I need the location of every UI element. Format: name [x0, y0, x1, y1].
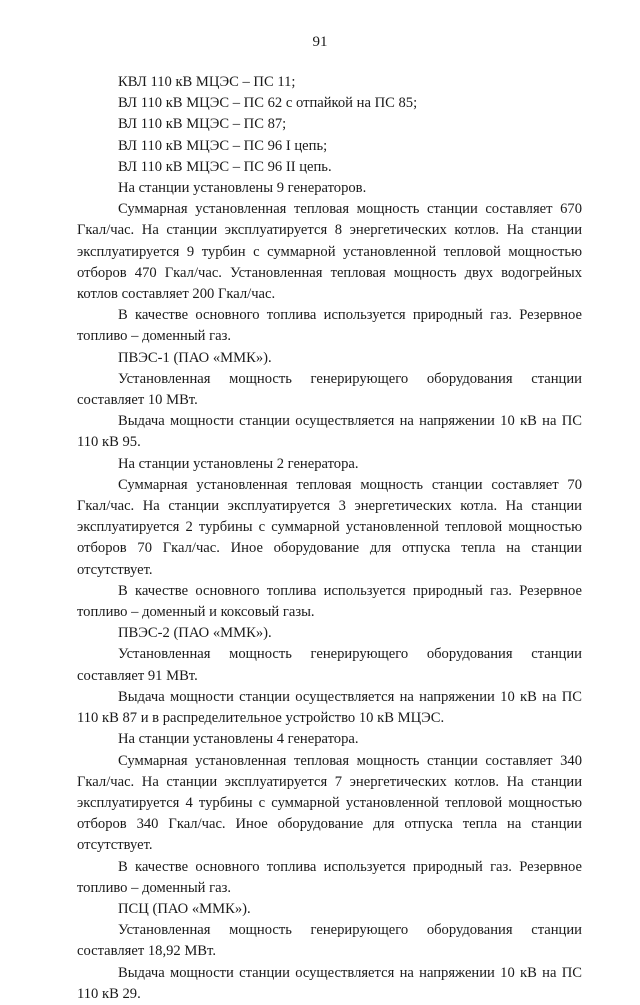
paragraph: В качестве основного топлива используется природный газ. Резервное топливо – доменный и коксовый газы.: [77, 582, 582, 621]
paragraph: В качестве основного топлива используется природный газ. Резервное топливо – доменный газ.: [77, 307, 582, 345]
paragraph: Суммарная установленная тепловая мощность станции составляет 70 Гкал/час. На станции эксплуатируется 3 энергетических котла. На станции эксплуатируется 2 турбины с суммарной установленной тепловой мощностью отборов 70 Гкал/час. Иное оборудование для отпуска тепла на станции отсутствует.: [77, 476, 582, 578]
paragraph: В качестве основного топлива используется природный газ. Резервное топливо – доменный газ.: [77, 858, 582, 896]
paragraph: Выдача мощности станции осуществляется на напряжении 10 кВ на ПС 110 кВ 87 и в распределительное устройство 10 кВ МЦЭС.: [77, 688, 582, 727]
paragraph: Суммарная установленная тепловая мощность станции составляет 670 Гкал/час. На станции эксплуатируется 8 энергетических котлов. На станции эксплуатируется 9 турбин с суммарной установленной тепловой мощностью отборов 470 Гкал/час. Установленная тепловая мощность двух водогрейных котлов составляет 200 Гкал/час.: [77, 201, 582, 303]
paragraph: Установленная мощность генерирующего оборудования станции составляет 10 МВт.: [77, 370, 582, 409]
paragraph: На станции установлены 2 генератора.: [118, 455, 359, 472]
paragraph: КВЛ 110 кВ МЦЭС – ПС 11;: [118, 74, 296, 90]
paragraph: Установленная мощность генерирующего оборудования станции составляет 91 МВт.: [77, 646, 582, 684]
section-heading: ПВЭС-1 (ПАО «ММК»).: [118, 349, 272, 366]
paragraph: Установленная мощность генерирующего оборудования станции составляет 18,92 МВт.: [77, 922, 582, 960]
paragraph: Выдача мощности станции осуществляется на напряжении 10 кВ на ПС 110 кВ 29.: [77, 964, 582, 1002]
paragraph: ВЛ 110 кВ МЦЭС – ПС 96 II цепь.: [118, 158, 332, 175]
paragraph: ВЛ 110 кВ МЦЭС – ПС 62 с отпайкой на ПС 85;: [118, 95, 418, 112]
paragraph: На станции установлены 4 генератора.: [118, 731, 359, 748]
paragraph: Выдача мощности станции осуществляется на напряжении 10 кВ на ПС 110 кВ 95.: [77, 413, 582, 451]
section-heading: ПСЦ (ПАО «ММК»).: [118, 900, 251, 917]
paragraph: ВЛ 110 кВ МЦЭС – ПС 96 I цепь;: [118, 137, 328, 154]
section-heading: ПВЭС-2 (ПАО «ММК»).: [118, 625, 272, 642]
page-number: 91: [312, 34, 328, 50]
paragraph: ВЛ 110 кВ МЦЭС – ПС 87;: [118, 116, 287, 133]
paragraph: На станции установлены 9 генераторов.: [118, 180, 367, 197]
paragraph: Суммарная установленная тепловая мощность станции составляет 340 Гкал/час. На станции эксплуатируется 7 энергетических котлов. На станции эксплуатируется 4 турбины с суммарной установленной тепловой мощностью отборов 340 Гкал/час. Иное оборудование для отпуска тепла на станции отсутствует.: [77, 752, 582, 854]
document-body: [77, 72, 582, 1005]
